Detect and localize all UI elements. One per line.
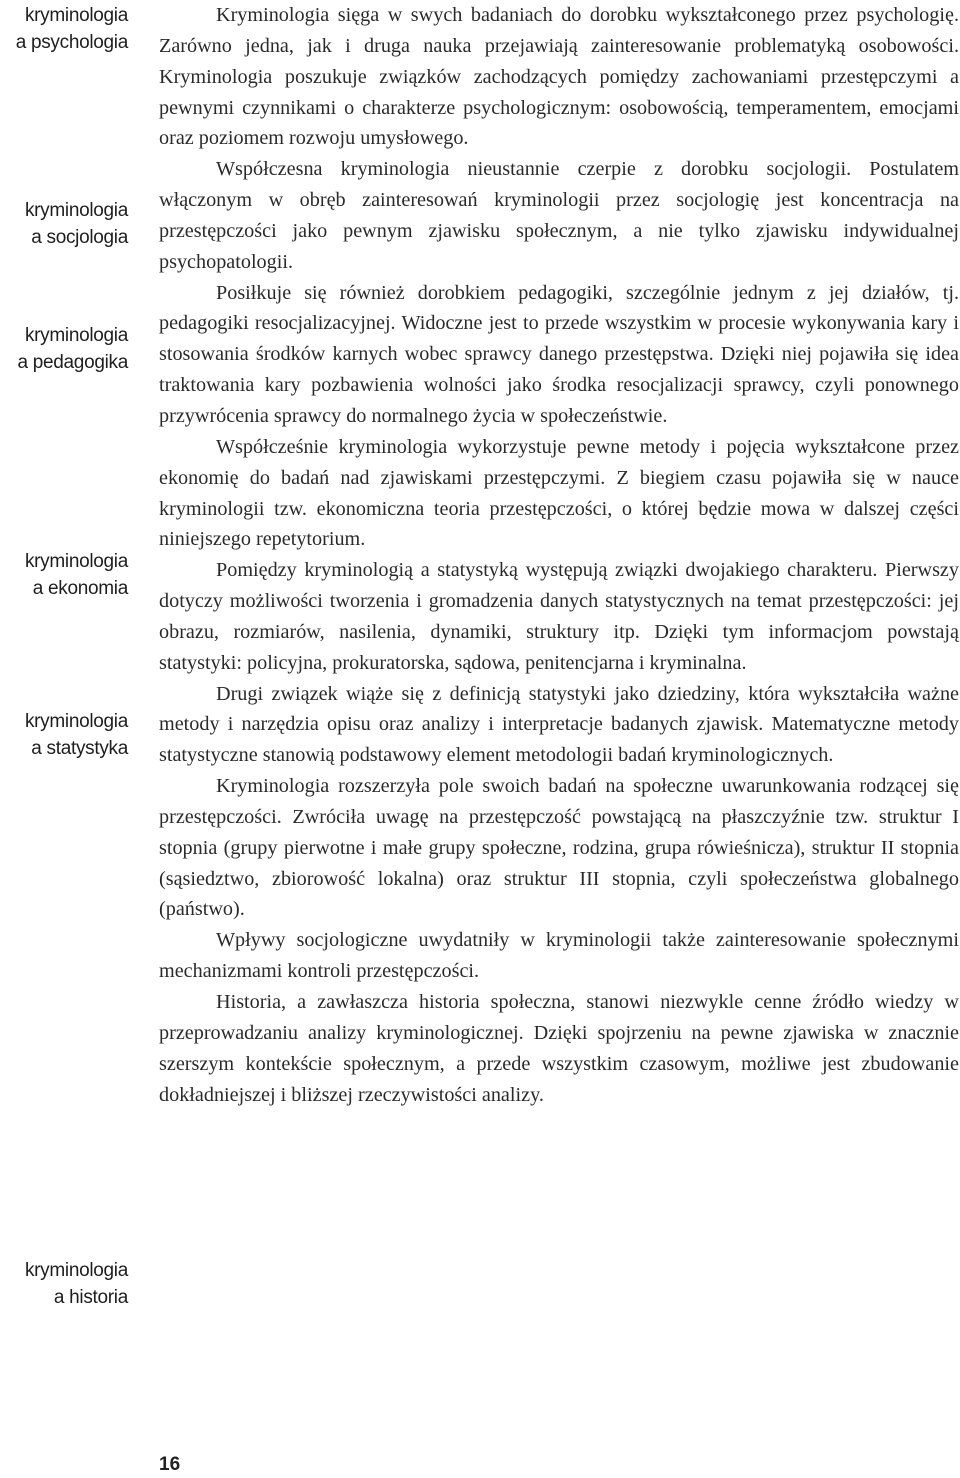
paragraph: Posiłkuje się również dorobkiem pedagogiki, szczególnie jednym z jej działów, tj. pedagogiki resocjalizacyjnej. Widoczne jest to przede wszystkim w procesie wykonywania kary i stosowania środków karnych wobec sprawcy danego przestępstwa. Dzięki niej pojawiła się idea traktowania kary pozbawienia wolności jako środka resocjalizacji sprawcy, czyli ponownego przywrócenia sprawcy do normalnego życia w społeczeństwie.: [159, 281, 959, 427]
margin-note-line: a psychologia: [15, 32, 128, 53]
paragraph: Współczesna kryminologia nieustannie czerpie z dorobku socjologii. Postulatem włączonym w obręb zainteresowań kryminologii przez socjologię jest koncentracja na przestępczości jako pewnym zjawisku społecznym, a nie tylko zjawisku indywidualnej psychopatologii.: [159, 158, 959, 273]
margin-note-line: kryminologia: [24, 325, 128, 346]
paragraph: Pomiędzy kryminologią a statystyką występują związki dwojakiego charakteru. Pierwszy dotyczy możliwości tworzenia i gromadzenia danych statystycznych na temat przestępczości: jej obrazu, rozmiarów, nasilenia, dynamiki, struktury itp. Dzięki tym informacjom powstają statystyki: policyjna, prokuratorska, sądowa, penitencjarna i kryminalna.: [159, 559, 959, 674]
margin-note-sociology: [0, 197, 128, 251]
margin-note-line: kryminologia: [24, 200, 128, 221]
main-text-column: [159, 0, 959, 1110]
page-number: 16: [159, 1454, 181, 1475]
margin-note-line: a statystyka: [31, 738, 128, 759]
margin-note-line: a socjologia: [31, 227, 128, 248]
paragraph: Kryminologia sięga w swych badaniach do dorobku wykształconego przez psychologię. Zarówno jedna, jak i druga nauka przejawiają zainteresowanie problematyką osobowości. Kryminologia poszukuje związków zachodzących pomiędzy zachowaniami przestępczymi a pewnymi czynnikami o charakterze psychologicznym: osobowością, temperamentem, emocjami oraz poziomem rozwoju umysłowego.: [159, 4, 959, 150]
margin-note-line: kryminologia: [24, 551, 128, 572]
paragraph: Współcześnie kryminologia wykorzystuje pewne metody i pojęcia wykształcone przez ekonomię do badań nad zjawiskami przestępczymi. Z biegiem czasu pojawiła się w nauce kryminologii tzw. ekonomiczna teoria przestępczości, o której będzie mowa w dalszej części niniejszego repetytorium.: [159, 435, 959, 551]
margin-note-line: a pedagogika: [17, 352, 128, 373]
margin-note-psychology: [0, 2, 128, 56]
margin-note-history: [0, 1257, 128, 1311]
margin-note-economy: [0, 548, 128, 602]
margin-note-pedagogy: [0, 322, 128, 376]
margin-note-line: kryminologia: [24, 1260, 128, 1281]
margin-note-line: kryminologia: [24, 711, 128, 732]
paragraph: Historia, a zawłaszcza historia społeczna, stanowi niezwykle cenne źródło wiedzy w przeprowadzaniu analizy kryminologicznej. Dzięki spojrzeniu na pewne zjawiska w znacznie szerszym kontekście społecznym, a przede wszystkim czasowym, możliwe jest zbudowanie dokładniejszej i bliższej rzeczywistości analizy.: [159, 991, 959, 1106]
margin-note-line: kryminologia: [24, 5, 128, 26]
paragraph: Kryminologia rozszerzyła pole swoich badań na społeczne uwarunkowania rodzącej się przestępczości. Zwróciła uwagę na przestępczość powstającą na płaszczyźnie tzw. struktur I stopnia (grupy pierwotne i małe grupy społeczne, rodzina, grupa rówieśnicza), struktur II stopnia (sąsiedztwo, zbiorowość lokalna) oraz struktur III stopnia, czyli społeczeństwa globalnego (państwo).: [159, 775, 959, 921]
margin-note-line: a ekonomia: [32, 578, 128, 599]
paragraph: Drugi związek wiąże się z definicją statystyki jako dziedziny, która wykształciła ważne metody i narzędzia opisu oraz analizy i interpretacje badanych zjawisk. Matematyczne metody statystyczne stanowią podstawowy element metodologii badań kryminologicznych.: [159, 682, 959, 767]
margin-note-line: a historia: [53, 1287, 128, 1308]
margin-note-statistics: [0, 708, 128, 762]
paragraph: Wpływy socjologiczne uwydatniły w kryminologii także zainteresowanie społecznymi mechanizmami kontroli przestępczości.: [159, 929, 959, 983]
